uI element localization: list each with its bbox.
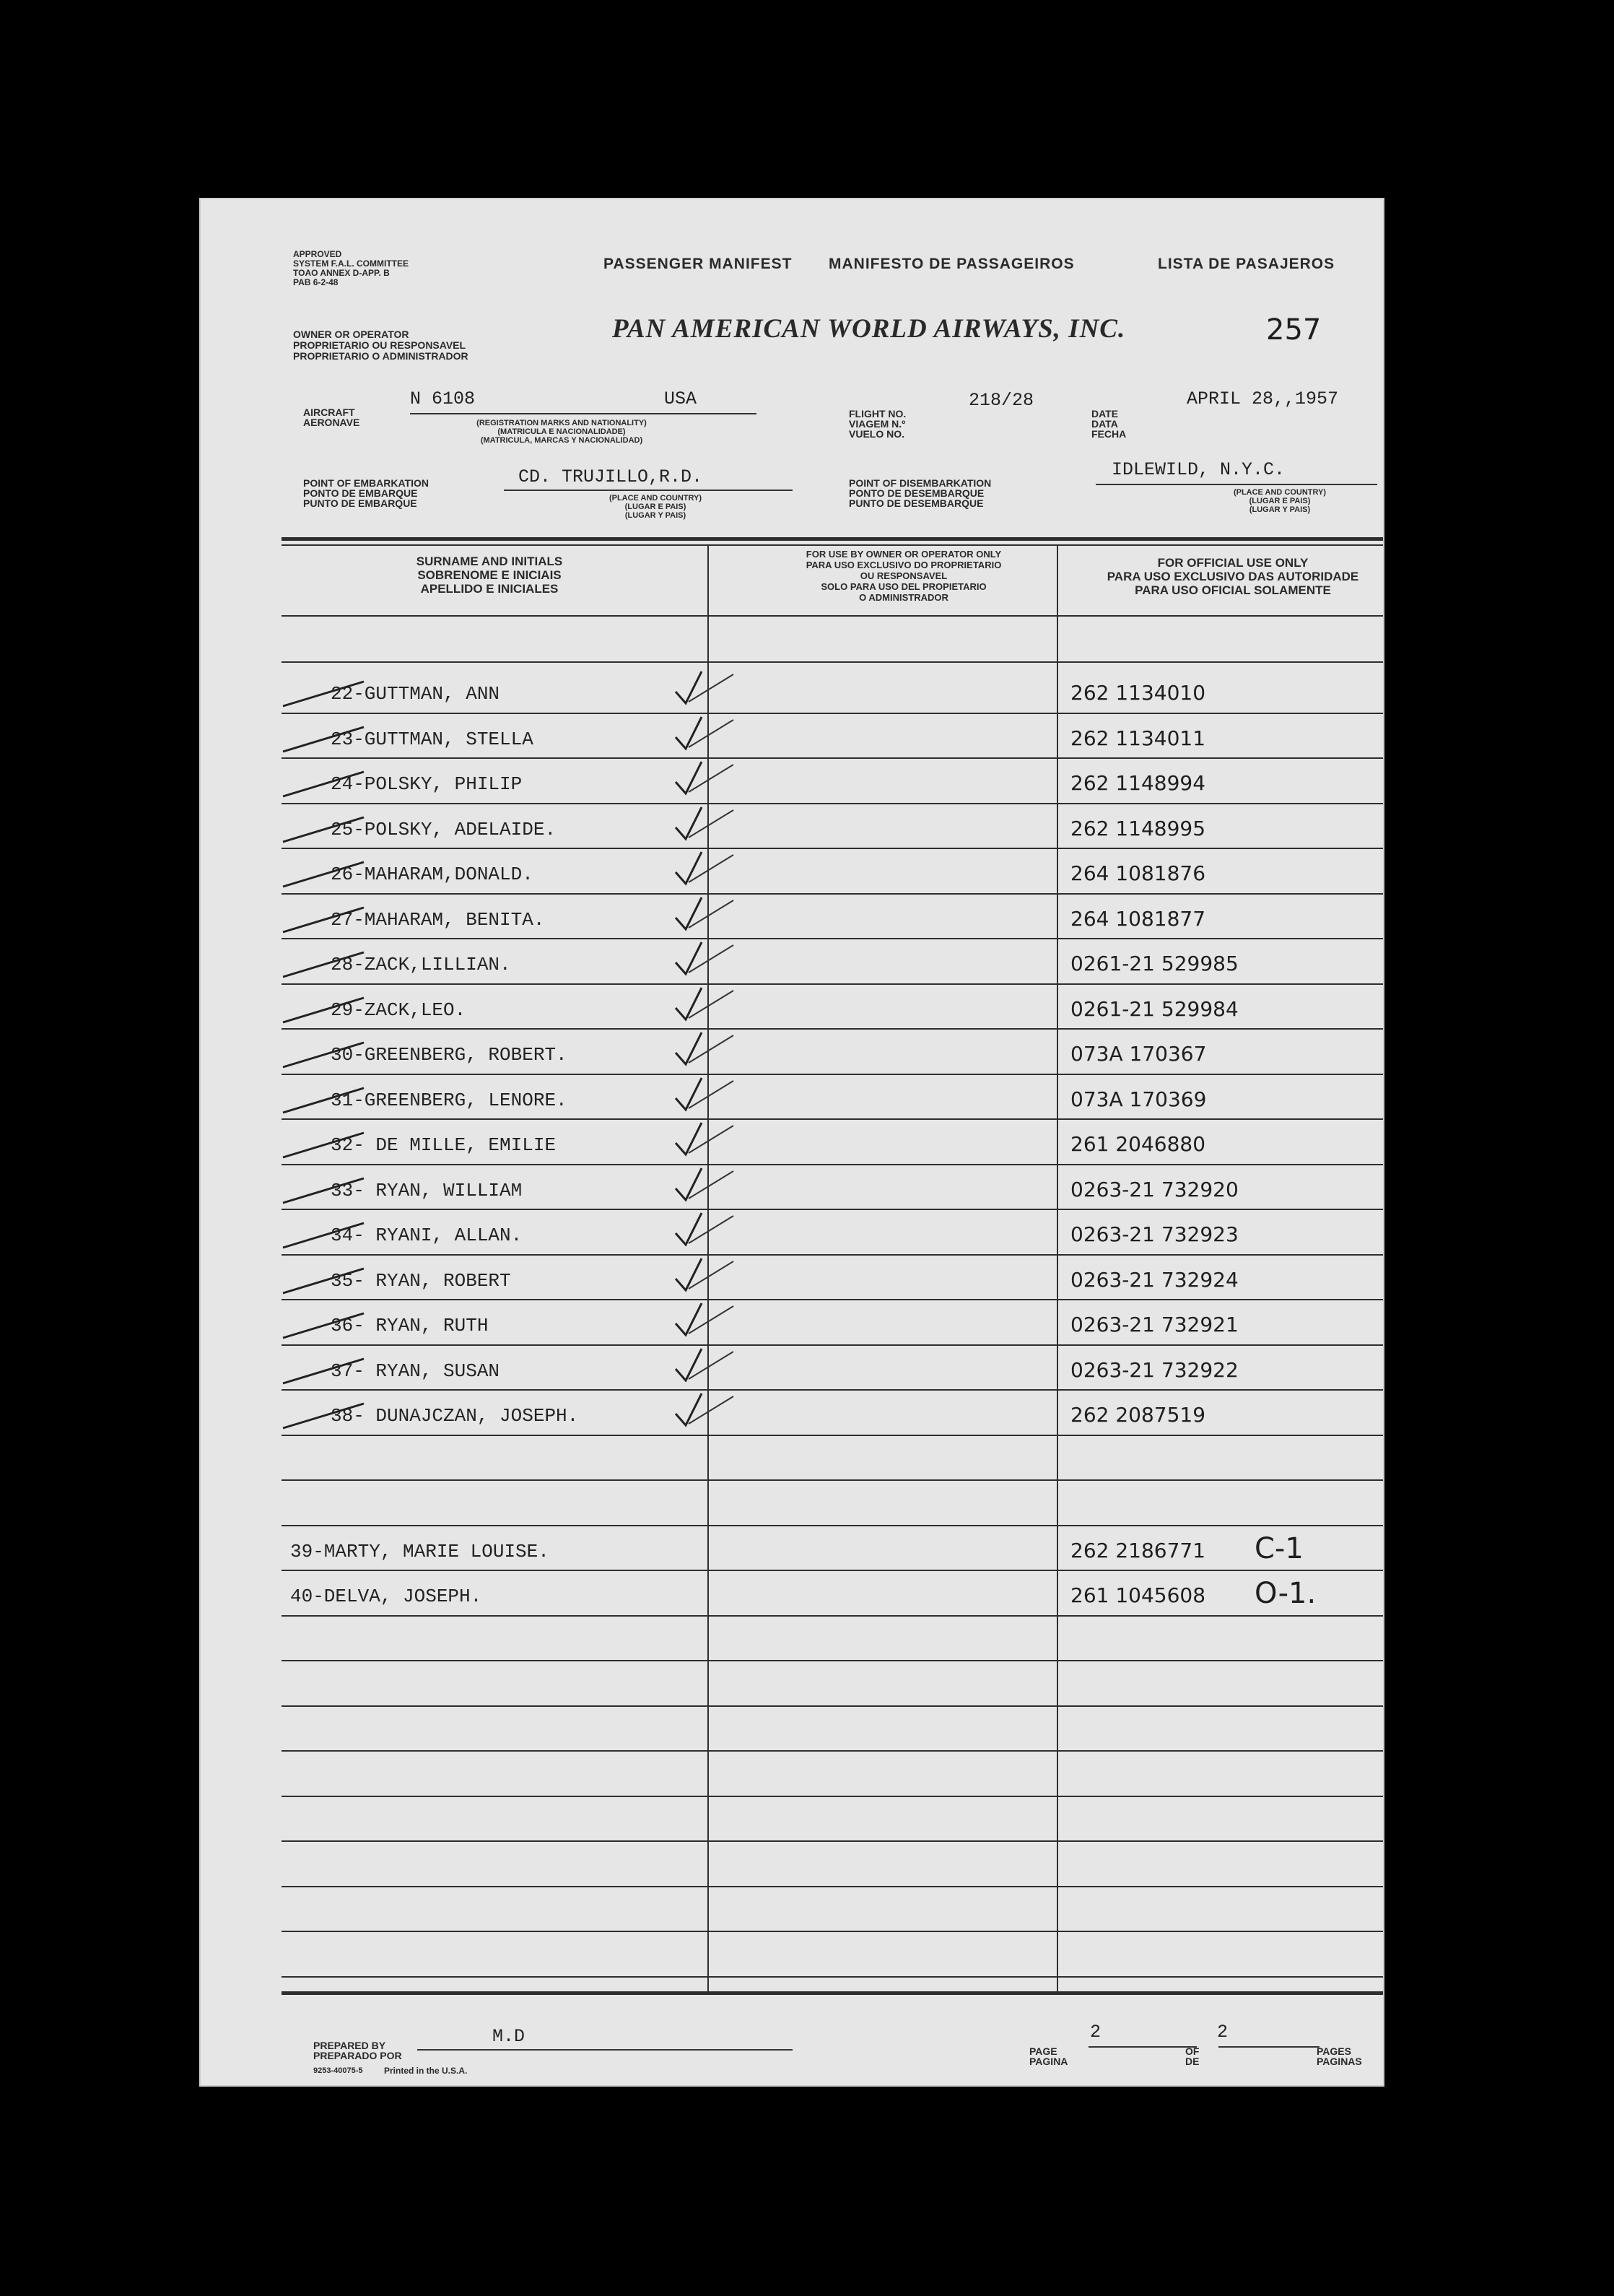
table-top-rule-2 — [282, 544, 1383, 546]
ticket-number: 262 1148995 — [1070, 817, 1206, 840]
check-mark-icon — [670, 893, 735, 934]
passenger-name: 33- RYAN, WILLIAM — [331, 1180, 523, 1201]
table-row — [201, 1254, 1383, 1297]
table-row — [201, 713, 1383, 756]
handwritten-mark: O-1. — [1255, 1577, 1317, 1610]
company-name: PAN AMERICAN WORLD AIRWAYS, INC. — [612, 314, 1126, 344]
check-mark-icon — [670, 1344, 735, 1385]
table-row — [201, 1570, 1383, 1613]
table-row — [201, 1209, 1383, 1252]
passenger-name: 31-GREENBERG, LENORE. — [331, 1090, 567, 1111]
embarkation-underline — [504, 490, 793, 491]
passenger-name: 36- RYAN, RUTH — [331, 1315, 489, 1336]
column-header-surname: SURNAME AND INITIALS SOBRENOME E INICIAIS APELLIDO E INICIALES — [416, 555, 563, 596]
ticket-number: 073A 170367 — [1070, 1042, 1207, 1066]
ticket-number: 0263-21 732920 — [1070, 1178, 1239, 1201]
check-mark-icon — [670, 848, 735, 888]
ticket-number: 0263-21 732921 — [1070, 1313, 1239, 1336]
table-row — [201, 1164, 1383, 1207]
ticket-number: 0263-21 732924 — [1070, 1268, 1239, 1292]
table-row — [201, 983, 1383, 1027]
total-pages: 2 — [1217, 2022, 1229, 2043]
page-stamp: 257 — [1266, 313, 1322, 347]
passenger-name: 27-MAHARAM, BENITA. — [331, 909, 545, 931]
passenger-name: 39-MARTY, MARIE LOUISE. — [290, 1541, 549, 1562]
ticket-number: 262 2186771 — [1070, 1539, 1206, 1562]
disembarkation-caption: (PLACE AND COUNTRY) (LUGAR E PAIS) (LUGAR Y PAIS) — [1233, 488, 1327, 514]
disembarkation-value: IDLEWILD, N.Y.C. — [1112, 459, 1286, 480]
ticket-number: 264 1081877 — [1070, 907, 1206, 931]
passenger-name: 25-POLSKY, ADELAIDE. — [331, 819, 557, 840]
passenger-name: 37- RYAN, SUSAN — [331, 1360, 500, 1382]
ticket-number: 262 1134010 — [1070, 681, 1206, 705]
approved-block: APPROVED SYSTEM F.A.L. COMMITTEE TOAO ANNEX D-APP. B PAB 6-2-48 — [293, 249, 409, 287]
registration-caption: (REGISTRATION MARKS AND NATIONALITY) (MATRICULA E NACIONALIDADE) (MATRICULA, MARCAS Y NACIONALIDAD) — [476, 419, 647, 445]
ticket-number: 264 1081876 — [1070, 861, 1206, 885]
passenger-name: 34- RYANI, ALLAN. — [331, 1225, 523, 1246]
check-mark-icon — [670, 803, 735, 843]
passenger-name: 30-GREENBERG, ROBERT. — [331, 1044, 567, 1066]
aircraft-label: AIRCRAFT AERONAVE — [303, 406, 360, 428]
row-rule — [282, 1750, 1383, 1752]
title-lista: LISTA DE PASAJEROS — [1158, 256, 1335, 272]
passenger-name: 32- DE MILLE, EMILIE — [331, 1134, 557, 1156]
ticket-number: 261 2046880 — [1070, 1132, 1206, 1156]
ticket-number: 0261-21 529985 — [1070, 952, 1239, 975]
ticket-number: 262 1148994 — [1070, 771, 1206, 795]
table-row — [201, 1074, 1383, 1117]
table-row — [201, 1028, 1383, 1071]
check-mark-icon — [670, 983, 735, 1024]
row-rule — [282, 1886, 1383, 1887]
pages-label: PAGES PAGINAS — [1317, 2045, 1362, 2067]
ticket-number: 262 2087519 — [1070, 1403, 1206, 1427]
row-rule — [282, 1479, 1383, 1481]
form-number: 9253-40075-5 — [313, 2066, 363, 2075]
row-rule — [282, 1931, 1383, 1932]
passenger-name: 40-DELVA, JOSEPH. — [290, 1586, 482, 1607]
aircraft-nationality: USA — [664, 388, 697, 409]
header-bottom-rule — [282, 615, 1383, 617]
column-header-official-use: FOR OFFICIAL USE ONLY PARA USO EXCLUSIVO DAS AUTORIDADE PARA USO OFICIAL SOLAMENTE — [1107, 556, 1359, 597]
prepared-underline — [417, 2049, 793, 2051]
check-mark-icon — [670, 1074, 735, 1114]
check-mark-icon — [670, 1389, 735, 1430]
date-label: DATE DATA FECHA — [1091, 408, 1127, 440]
row-rule — [282, 1705, 1383, 1707]
table-row — [201, 938, 1383, 981]
row-rule — [282, 1660, 1383, 1661]
row-rule — [282, 1976, 1383, 1978]
passenger-name: 24-POLSKY, PHILIP — [331, 773, 523, 795]
page-number: 2 — [1090, 2022, 1102, 2043]
check-mark-icon — [670, 938, 735, 978]
check-mark-icon — [670, 1254, 735, 1295]
date-value: APRIL 28,,1957 — [1187, 388, 1339, 409]
ticket-number: 0263-21 732922 — [1070, 1358, 1239, 1382]
flight-label: FLIGHT NO. VIAGEM N.º VUELO NO. — [849, 408, 907, 440]
check-mark-icon — [670, 1164, 735, 1204]
row-rule — [282, 1435, 1383, 1436]
handwritten-mark: C-1 — [1255, 1532, 1304, 1565]
page-underline — [1089, 2046, 1197, 2048]
embarkation-value: CD. TRUJILLO,R.D. — [518, 466, 703, 487]
of-underline — [1218, 2046, 1319, 2048]
embarkation-label: POINT OF EMBARKATION PONTO DE EMBARQUE PUNTO DE EMBARQUE — [303, 477, 429, 509]
check-mark-icon — [670, 1118, 735, 1159]
disembarkation-label: POINT OF DISEMBARKATION PONTO DE DESEMBARQUE PUNTO DE DESEMBARQUE — [849, 477, 992, 509]
passenger-name: 23-GUTTMAN, STELLA — [331, 729, 533, 750]
check-mark-icon — [670, 1299, 735, 1339]
embarkation-caption: (PLACE AND COUNTRY) (LUGAR E PAIS) (LUGAR Y PAIS) — [608, 494, 702, 520]
ticket-number: 0263-21 732923 — [1070, 1222, 1239, 1246]
passenger-name: 22-GUTTMAN, ANN — [331, 683, 500, 705]
ticket-number: 261 1045608 — [1070, 1583, 1206, 1607]
passenger-name: 29-ZACK,LEO. — [331, 999, 466, 1021]
table-row — [201, 848, 1383, 891]
table-row — [201, 667, 1383, 710]
title-passenger-manifest: PASSENGER MANIFEST — [603, 256, 793, 272]
row-rule — [282, 1615, 1383, 1617]
aircraft-registration: N 6108 — [410, 388, 476, 409]
of-label: OF DE — [1185, 2045, 1200, 2067]
disembarkation-underline — [1096, 484, 1377, 485]
passenger-name: 35- RYAN, ROBERT — [331, 1270, 511, 1292]
table-bottom-rule — [282, 1991, 1383, 1995]
check-mark-icon — [670, 1028, 735, 1069]
flight-number: 218/28 — [969, 390, 1034, 411]
page-label: PAGE PAGINA — [1029, 2045, 1068, 2067]
passenger-name: 28-ZACK,LILLIAN. — [331, 954, 511, 975]
prepared-by-value: M.D — [492, 2026, 525, 2047]
table-row — [201, 757, 1383, 801]
table-row — [201, 803, 1383, 846]
table-row — [201, 1299, 1383, 1342]
owner-label: OWNER OR OPERATOR PROPRIETARIO OU RESPONSAVEL PROPRIETARIO O ADMINISTRADOR — [293, 329, 468, 362]
passenger-name: 26-MAHARAM,DONALD. — [331, 864, 533, 885]
check-mark-icon — [670, 1209, 735, 1249]
table-row — [201, 1389, 1383, 1432]
check-mark-icon — [670, 667, 735, 708]
table-row — [201, 1118, 1383, 1162]
row-rule — [282, 661, 1383, 663]
column-header-owner-use: FOR USE BY OWNER OR OPERATOR ONLY PARA USO EXCLUSIVO DO PROPRIETARIO OU RESPONSAVEL SOLO PARA USO DEL PROPIETARIO O ADMINISTRADOR — [806, 549, 1002, 603]
manifest-sheet — [199, 198, 1384, 2087]
title-manifesto: MANIFESTO DE PASSAGEIROS — [829, 256, 1075, 272]
ticket-number: 0261-21 529984 — [1070, 997, 1239, 1021]
check-mark-icon — [670, 713, 735, 753]
table-row — [201, 1525, 1383, 1568]
table-top-rule — [282, 537, 1383, 541]
row-rule — [282, 1796, 1383, 1797]
row-rule — [282, 1840, 1383, 1842]
ticket-number: 073A 170369 — [1070, 1087, 1207, 1111]
aircraft-underline — [410, 413, 756, 414]
ticket-number: 262 1134011 — [1070, 726, 1206, 750]
table-row — [201, 893, 1383, 936]
table-row — [201, 1344, 1383, 1388]
prepared-label: PREPARED BY PREPARADO POR — [313, 2040, 402, 2061]
printed-in: Printed in the U.S.A. — [384, 2066, 468, 2076]
check-mark-icon — [670, 757, 735, 798]
passenger-name: 38- DUNAJCZAN, JOSEPH. — [331, 1405, 579, 1427]
